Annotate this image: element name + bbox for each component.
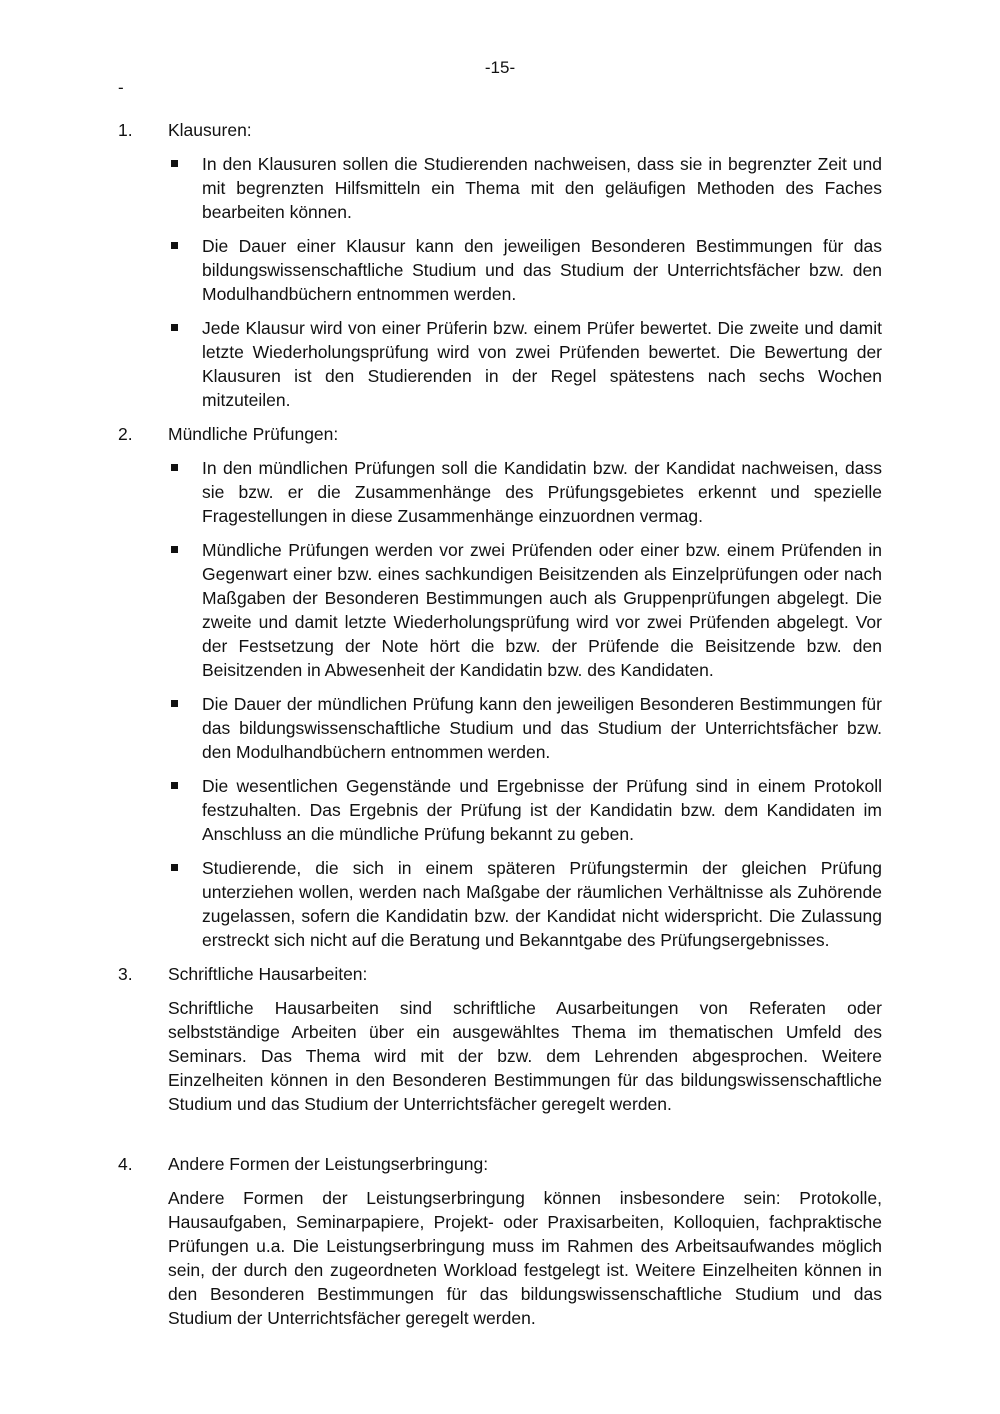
list-item-text: Studierende, die sich in einem späteren Prüfungstermin der gleichen Prüfung unterziehen wollen, werden nach Maßgabe der räumlichen Verhältnisse als Zuhörende zugelassen, sofern die Kandidatin bzw. der Kandidat nicht widerspricht. Die Zulassung erstreckt sich nicht auf die Beratung und Bekanntgabe des Prüfungsergebnisses.	[202, 858, 882, 950]
list-item-text: Die Dauer der mündlichen Prüfung kann den jeweiligen Besonderen Bestimmungen für das bildungswissenschaftliche Studium und das Studium der Unterrichtsfächer bzw. den Modulhandbüchern entnommen werden.	[202, 694, 882, 762]
bullet-square-icon	[171, 782, 178, 789]
bullet-square-icon	[171, 546, 178, 553]
section-heading: Andere Formen der Leistungserbringung:	[168, 1154, 489, 1174]
bullet-square-icon	[171, 864, 178, 871]
section-number: 3.	[118, 964, 133, 984]
list-item	[202, 316, 882, 412]
page-number: -15-	[484, 58, 516, 77]
bullet-square-icon	[171, 464, 178, 471]
section-number: 1.	[118, 120, 133, 140]
section-number: 2.	[118, 424, 133, 444]
list-item-text: Die wesentlichen Gegenstände und Ergebnisse der Prüfung sind in einem Protokoll festzuhalten. Das Ergebnis der Prüfung ist der Kandidatin bzw. dem Kandidaten im Anschluss an die mündliche Prüfung bekannt zu geben.	[202, 776, 882, 844]
list-item	[202, 692, 882, 764]
stray-mark: -	[118, 78, 124, 97]
list-item-text: Mündliche Prüfungen werden vor zwei Prüfenden oder einer bzw. einem Prüfenden in Gegenwart einer bzw. eines sachkundigen Beisitzenden als Einzelprüfungen oder nach Maßgaben der Besonderen Bestimmungen auch als Gruppenprüfungen abgelegt. Die zweite und damit letzte Wiederholungsprüfung wird vor zwei Prüfenden abgelegt. Vor der Festsetzung der Note hört die bzw. der Prüfende die Beisitzende bzw. den Beisitzenden in Abwesenheit der Kandidatin bzw. des Kandidaten.	[202, 540, 882, 680]
bullet-list	[118, 152, 882, 412]
bullet-list	[118, 456, 882, 952]
section-paragraph: Schriftliche Hausarbeiten sind schriftliche Ausarbeitungen von Referaten oder selbstständige Arbeiten über ein ausgewähltes Thema im thematischen Umfeld des Seminars. Das Thema wird mit der bzw. dem Lehrenden abgesprochen. Weitere Einzelheiten können in den Besonderen Bestimmungen für das bildungswissenschaftliche Studium und das Studium der Unterrichtsfächer geregelt werden.	[168, 998, 882, 1114]
bullet-square-icon	[171, 324, 178, 331]
section-andere-formen	[118, 1152, 882, 1330]
list-item-text: Jede Klausur wird von einer Prüferin bzw. einem Prüfer bewertet. Die zweite und damit letzte Wiederholungsprüfung wird von zwei Prüfenden bewertet. Die Bewertung der Klausuren ist den Studierenden in der Regel spätestens nach sechs Wochen mitzuteilen.	[202, 318, 882, 410]
list-item-text: In den Klausuren sollen die Studierenden nachweisen, dass sie in begrenzter Zeit und mit begrenzten Hilfsmitteln ein Thema mit den geläufigen Methoden des Faches bearbeiten können.	[202, 154, 882, 222]
section-heading: Klausuren:	[168, 120, 252, 140]
section-paragraph: Andere Formen der Leistungserbringung können insbesondere sein: Protokolle, Hausaufgaben, Seminarpapiere, Projekt- oder Praxisarbeiten, Kolloquien, fachpraktische Prüfungen u.a. Die Leistungserbringung muss im Rahmen des Arbeitsaufwandes möglich sein, der durch den zugeordneten Workload festgelegt ist. Weitere Einzelheiten können in den Besonderen Bestimmungen für das bildungswissenschaftliche Studium und das Studium der Unterrichtsfächer geregelt werden.	[168, 1188, 882, 1328]
list-item-text: Die Dauer einer Klausur kann den jeweiligen Besonderen Bestimmungen für das bildungswissenschaftliche Studium und das Studium der Unterrichtsfächer bzw. den Modulhandbüchern entnommen werden.	[202, 236, 882, 304]
section-schriftliche-hausarbeiten	[118, 962, 882, 1116]
section-klausuren	[118, 118, 882, 412]
list-item	[202, 856, 882, 952]
list-item	[202, 152, 882, 224]
document-body	[118, 118, 882, 1330]
list-item	[202, 234, 882, 306]
section-number: 4.	[118, 1154, 133, 1174]
bullet-square-icon	[171, 160, 178, 167]
section-muendliche-pruefungen	[118, 422, 882, 952]
bullet-square-icon	[171, 700, 178, 707]
list-item	[202, 774, 882, 846]
bullet-square-icon	[171, 242, 178, 249]
section-heading: Mündliche Prüfungen:	[168, 424, 339, 444]
spacer	[118, 1116, 882, 1152]
list-item	[202, 456, 882, 528]
list-item-text: In den mündlichen Prüfungen soll die Kandidatin bzw. der Kandidat nachweisen, dass sie bzw. er die Zusammenhänge des Prüfungsgebietes erkennt und spezielle Fragestellungen in diese Zusammenhänge einzuordnen vermag.	[202, 458, 882, 526]
list-item	[202, 538, 882, 682]
section-heading: Schriftliche Hausarbeiten:	[168, 964, 368, 984]
